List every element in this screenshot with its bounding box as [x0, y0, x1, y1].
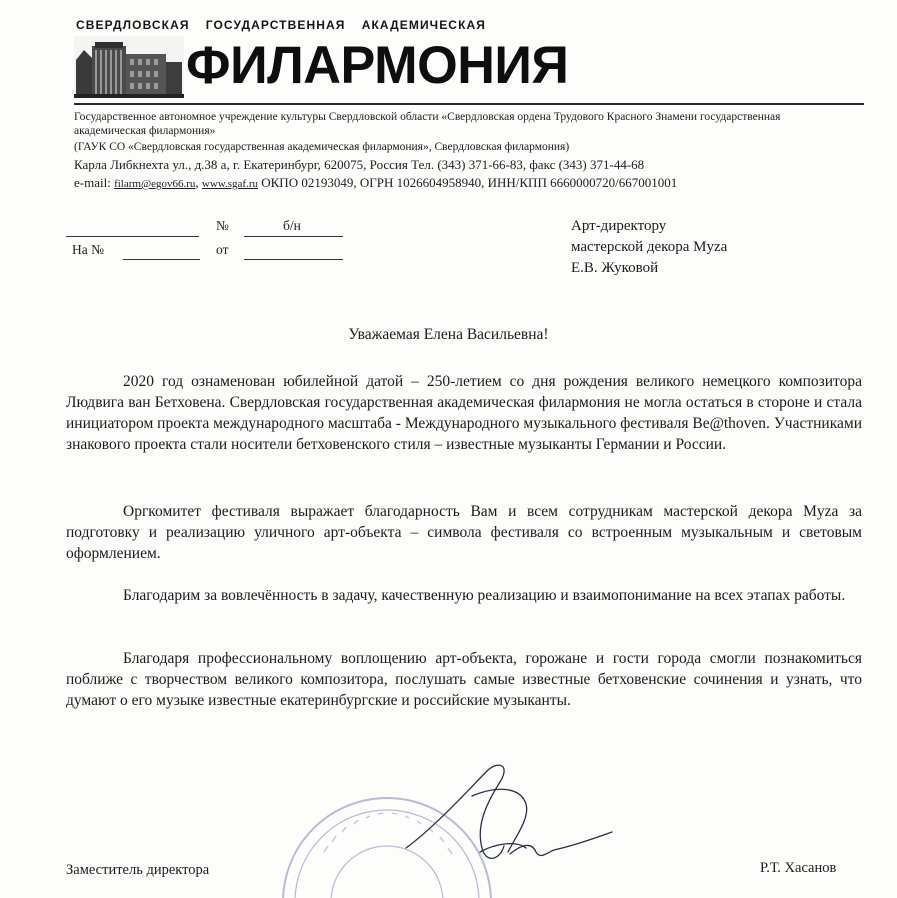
- reply-to-line: [123, 259, 200, 260]
- email-label: e-mail:: [74, 175, 111, 190]
- paragraph-3: Благодарим за вовлечённость в задачу, качественную реализацию и взаимопонимание на всех этапах работы.: [123, 587, 846, 604]
- institution-address: Карла Либкнехта ул., д.38 а, г. Екатеринбург, 620075, Россия Тел. (343) 371-66-83, факс (343) 371-44-68: [74, 157, 645, 172]
- addressee-block: [571, 216, 727, 279]
- letterhead-title: ФИЛАРМОНИЯ: [186, 36, 569, 95]
- paragraph-1: 2020 год ознаменован юбилейной датой – 250-летием со дня рождения великого немецкого композитора Людвига ван Бетховена. Свердловская государственная академическая филармония не могла остаться в стороне и стала инициатором проекта международного масштаба - Международного музыкального фестиваля Be@thoven. Участниками знакового проекта стали носители бетховенского стиля – известные музыканты Германии и России.: [66, 373, 862, 453]
- reply-to-label: На №: [72, 242, 104, 257]
- addressee-organization: мастерской декора Myza: [571, 239, 728, 255]
- greeting: Уважаемая Елена Васильевна!: [348, 326, 549, 343]
- letterhead-word-2: ГОСУДАРСТВЕННАЯ: [205, 18, 346, 32]
- letterhead-top-line: [76, 18, 486, 32]
- handwritten-signature: [376, 756, 616, 874]
- addressee-title: Арт-директору: [571, 218, 667, 234]
- signatory-position: Заместитель директора: [66, 862, 210, 878]
- number-value: б/н: [283, 218, 301, 233]
- institution-line-3: (ГАУК СО «Свердловская государственная академическая филармония», Свердловская филармония): [74, 141, 570, 153]
- email-link[interactable]: filarm@egov66.ru: [114, 178, 196, 190]
- reply-date-label: от: [216, 242, 229, 257]
- letterhead-divider: [74, 103, 864, 105]
- institution-line-1: Государственное автономное учреждение культуры Свердловской области «Свердловская ордена Трудового Красного Знамени государственная: [74, 111, 781, 123]
- number-line: [244, 236, 343, 237]
- registration-codes: ОКПО 02193049, ОГРН 1026604958940, ИНН/КПП 6660000720/667001001: [261, 175, 678, 190]
- signatory-name: Р.Т. Хасанов: [760, 860, 837, 876]
- institution-line-2: академическая филармония»: [74, 125, 216, 137]
- number-label: №: [216, 218, 229, 233]
- philharmonic-building-logo: [74, 36, 184, 98]
- website-link[interactable]: www.sgaf.ru: [201, 178, 258, 190]
- institution-contacts: e-mail: filarm@egov66.ru, www.sgaf.ru ОКПО 02193049, ОГРН 1026604958940, ИНН/КПП 6660000720/667001001: [74, 175, 678, 190]
- outgoing-date-line: [66, 236, 199, 237]
- paragraph-4: Благодаря профессиональному воплощению арт-объекта, горожане и гости города смогли познакомиться поближе с творчеством великого композитора, послушать самые известные бетховенские сочинения и узнать, что думают о его музыке известные екатеринбургские и российские музыканты.: [66, 650, 862, 709]
- letterhead-word-3: АКАДЕМИЧЕСКАЯ: [361, 18, 486, 32]
- addressee-name: Е.В. Жуковой: [571, 260, 659, 276]
- paragraph-2: Оргкомитет фестиваля выражает благодарность Вам и всем сотрудникам мастерской декора Myza за подготовку и реализацию уличного арт-объекта – символа фестиваля со встроенным музыкальным и световым оформлением.: [66, 503, 862, 562]
- letterhead-word-1: СВЕРДЛОВСКАЯ: [76, 18, 190, 32]
- reply-date-line: [244, 259, 343, 260]
